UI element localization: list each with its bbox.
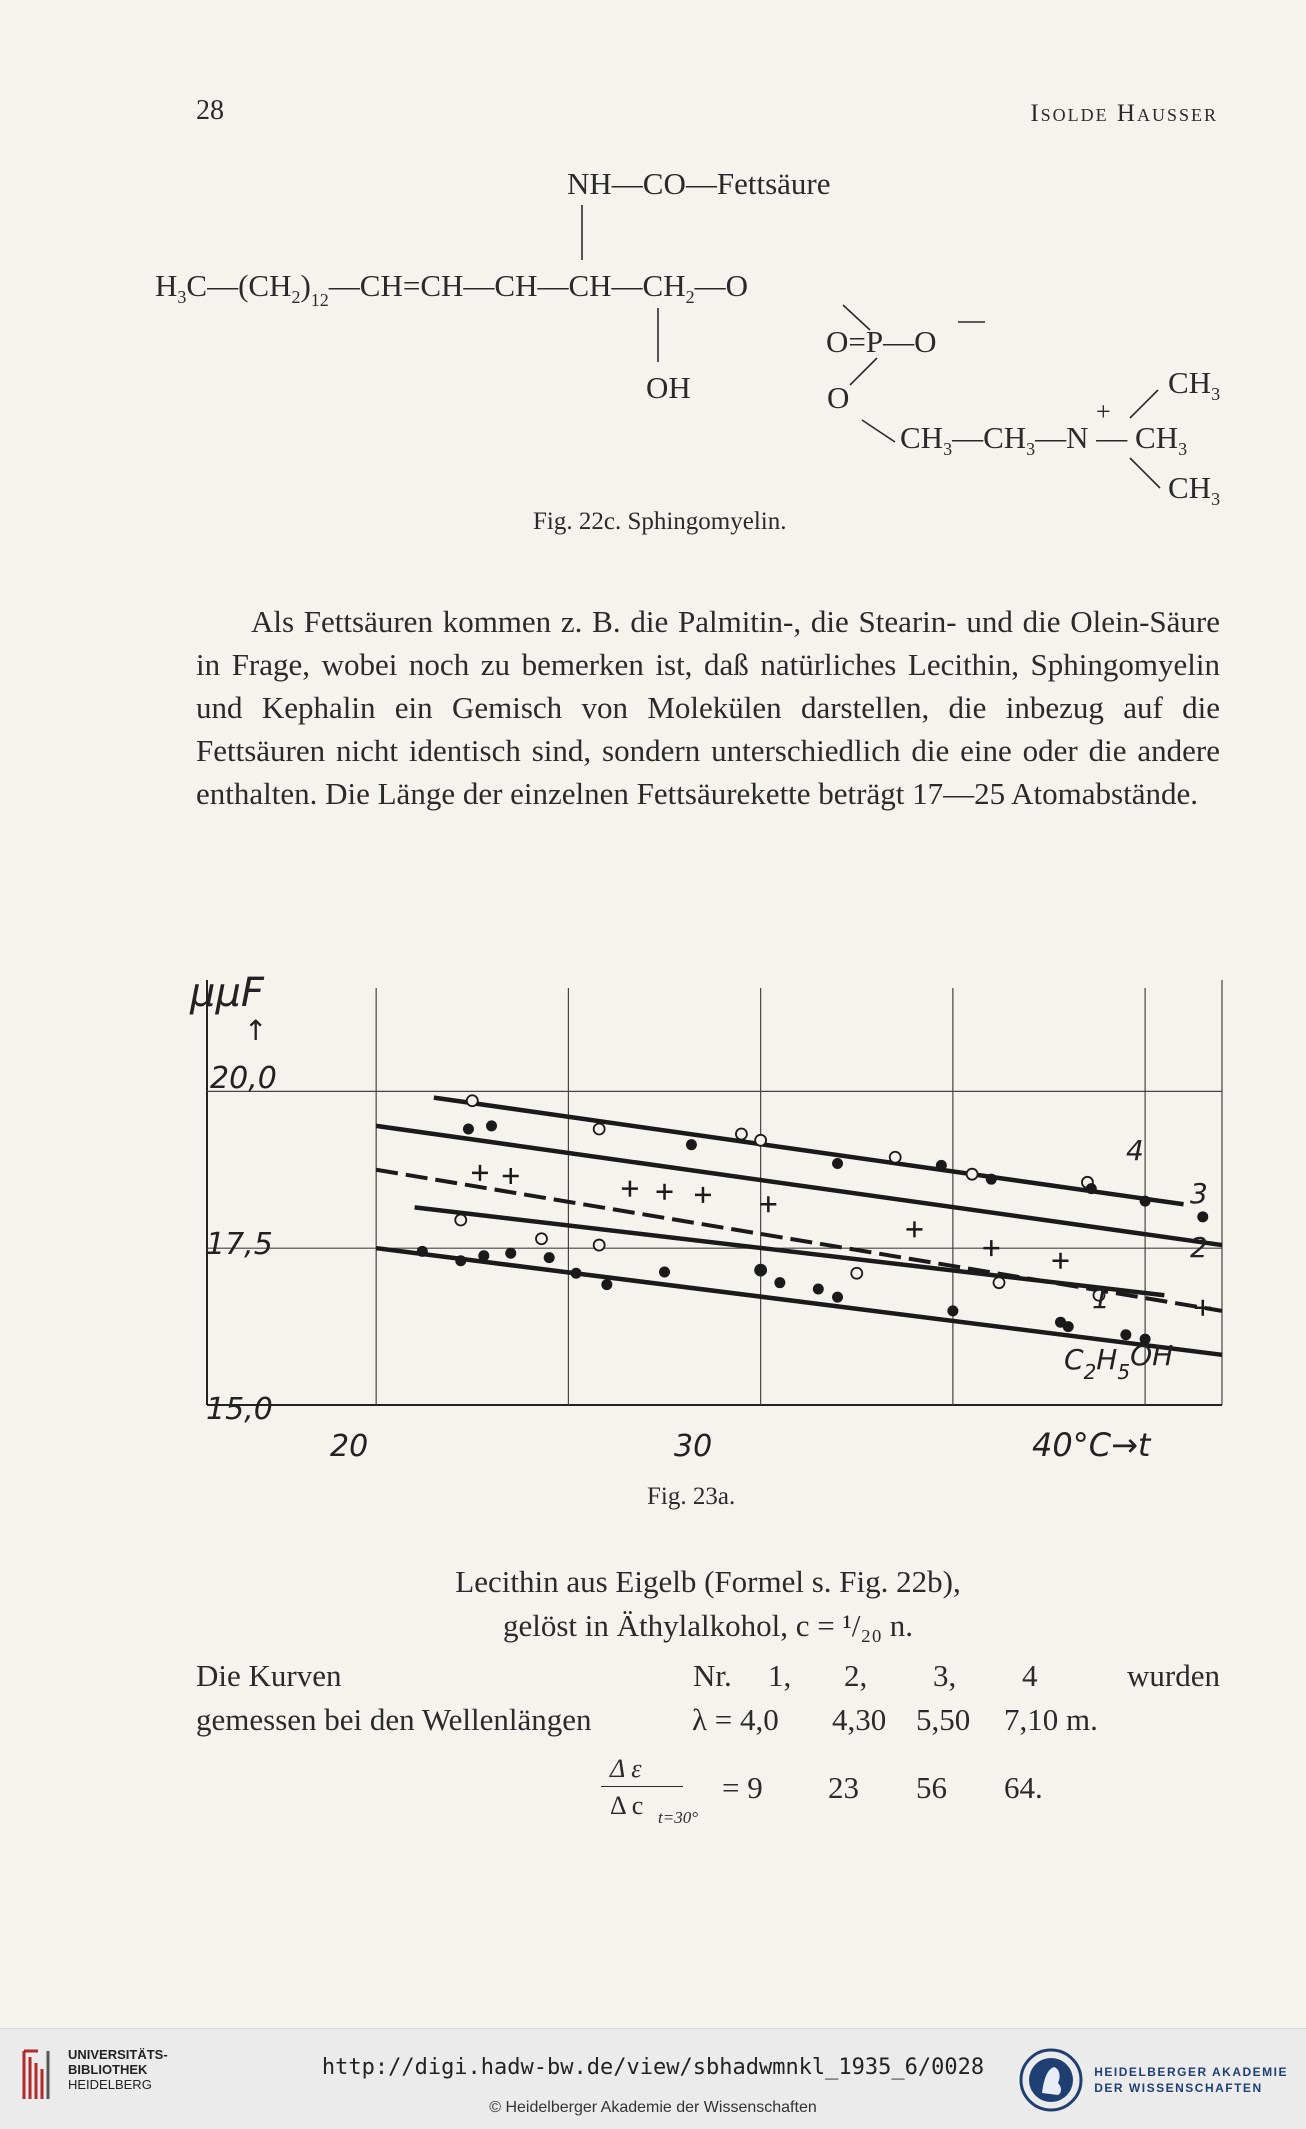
data-point-open: [467, 1095, 478, 1106]
data-point-filled: [774, 1277, 785, 1288]
data-point-plus: [906, 1221, 922, 1237]
y-tick-175: 17,5: [206, 1227, 273, 1262]
legend-ratio-2: 23: [828, 1770, 859, 1805]
y-tick-15: 15,0: [206, 1392, 273, 1427]
legend-line-2: gelöst in Äthylalkohol, c = ¹/₂₀ n.: [502, 1608, 914, 1643]
data-point-plus: [472, 1165, 488, 1181]
sphingomyelin-formula: [0, 0, 1306, 560]
formula-oh: OH: [646, 370, 691, 405]
legend-kurven: Die Kurven: [196, 1658, 342, 1693]
legend-frac-bar: [601, 1786, 683, 1787]
data-point-filled: [486, 1120, 497, 1131]
data-point-filled: [686, 1139, 697, 1150]
data-point-open: [536, 1233, 547, 1244]
formula-chain: $H_3C—(CH_2)_{12}—CH=CH—CH—CH—CH_2—O$: [155, 268, 748, 310]
legend-frac-numerator: Δ ε: [610, 1754, 642, 1783]
legend-frac-denominator: Δ c: [610, 1791, 644, 1820]
data-point-open: [890, 1152, 901, 1163]
running-head-author: Isolde Hausser: [1030, 100, 1218, 127]
data-point-filled: [463, 1124, 474, 1135]
data-point-open: [994, 1277, 1005, 1288]
formula-top-group: NH—CO—Fettsäure: [567, 166, 831, 201]
legend-frac-sub: t=30°: [658, 1808, 698, 1827]
data-point-open: [594, 1124, 605, 1135]
data-point-filled: [1063, 1321, 1074, 1332]
chart-lines: [376, 1098, 1222, 1355]
data-point-filled: [478, 1250, 489, 1261]
data-point-plus: [622, 1181, 638, 1197]
legend-ratio-1: = 9: [722, 1770, 763, 1805]
data-point-open: [967, 1169, 978, 1180]
academy-name: HEIDELBERGER AKADEMIE DER WISSENSCHAFTEN: [1094, 2065, 1288, 2095]
x-tick-20: 20: [330, 1429, 369, 1464]
data-point-filled: [455, 1255, 466, 1266]
legend-lambda: λ = 4,0: [692, 1702, 779, 1737]
data-point-filled: [659, 1267, 670, 1278]
legend-curve-2: 2,: [844, 1658, 868, 1693]
data-point-plus: [1195, 1300, 1211, 1316]
data-point-filled: [505, 1248, 516, 1259]
fig22c-caption: Fig. 22c. Sphingomyelin.: [533, 508, 787, 535]
data-point-filled: [832, 1292, 843, 1303]
paragraph-text: Als Fettsäuren kommen z. B. die Palmitin-, die Stearin- und die Olein-Säure in Frage, wobei noch zu bemerken ist, daß natürliches Lecithin, Sphingomyelin und Kephalin ein Gemisch von Molekülen darstellen, die inbezug auf die Fettsäuren nicht identisch sind, sondern unterschiedlich die eine oder die andere enthalten. Die Länge der einzelnen Fettsäurekette beträgt 17—25 Atomabstände.: [196, 604, 1220, 811]
data-point-open: [455, 1214, 466, 1225]
data-point-filled: [571, 1268, 582, 1279]
data-point-filled: [813, 1283, 824, 1294]
legend-ratio-3: 56: [916, 1770, 947, 1805]
permalink-url[interactable]: http://digi.hadw-bw.de/view/sbhadwmnkl_1935_6/0028: [321, 2055, 985, 2080]
data-point-filled: [417, 1246, 428, 1257]
data-point-filled: [986, 1174, 997, 1185]
formula-plus: +: [1096, 397, 1111, 426]
legend-curve-4: 4: [1022, 1658, 1038, 1693]
legend-curve-3: 3,: [933, 1658, 957, 1693]
data-point-filled: [1197, 1211, 1208, 1222]
data-point-filled: [947, 1305, 958, 1316]
data-point-plus: [657, 1184, 673, 1200]
legend-wellenlaengen: gemessen bei den Wellenlängen: [196, 1702, 592, 1737]
formula-phosphate: O=P—O: [826, 324, 937, 359]
data-point-plus: [1053, 1253, 1069, 1269]
series-label-2: 2: [1190, 1231, 1208, 1264]
y-tick-20: 20,0: [210, 1061, 277, 1096]
data-point-plus: [503, 1168, 519, 1184]
legend-table: [196, 1658, 1220, 1827]
formula-ch3-bot: $CH_3$: [1168, 470, 1221, 509]
legend-nr: Nr.: [693, 1658, 732, 1693]
page-number: 28: [196, 95, 224, 126]
legend-line-1: Lecithin aus Eigelb (Formel s. Fig. 22b),: [455, 1564, 961, 1599]
legend-ratio-4: 64.: [1004, 1770, 1043, 1805]
data-point-filled: [755, 1265, 766, 1276]
copyright-notice: © Heidelberger Akademie der Wissenschaften: [489, 2099, 817, 2116]
data-point-plus: [695, 1187, 711, 1203]
data-point-filled: [1140, 1196, 1151, 1207]
body-paragraph: [196, 600, 1220, 815]
academy-logo[interactable]: [1018, 2047, 1288, 2113]
data-point-filled: [936, 1160, 947, 1171]
y-unit-label: μμF: [190, 970, 264, 1016]
data-point-open: [736, 1129, 747, 1140]
viewer-footer: [0, 2028, 1306, 2129]
series-label-4: 4: [1126, 1134, 1144, 1167]
x-tick-30: 30: [674, 1429, 713, 1464]
data-point-filled: [832, 1158, 843, 1169]
series-label-3: 3: [1190, 1177, 1208, 1210]
series-label-1: 1: [1092, 1282, 1110, 1315]
series-label-alcohol: $C_2H_5OH$: [1064, 1339, 1174, 1384]
data-point-filled: [544, 1252, 555, 1263]
legend-lambda-2: 4,30: [832, 1702, 887, 1737]
data-point-filled: [1086, 1183, 1097, 1194]
library-name: UNIVERSITÄTS- BIBLIOTHEK HEIDELBERG: [68, 2047, 168, 2092]
formula-n-chain: $CH_3—CH_3—N$ — $CH_3$: [900, 420, 1188, 459]
figure-legend: [196, 1560, 1220, 1648]
legend-wurden: wurden: [1127, 1658, 1220, 1693]
data-point-plus: [983, 1240, 999, 1256]
y-axis-arrow: ↑: [244, 1014, 268, 1047]
x-tick-40-axis-label: 40°C→t: [1032, 1426, 1151, 1464]
formula-o-lower: O: [827, 380, 850, 415]
data-point-plus: [760, 1196, 776, 1212]
data-point-open: [851, 1268, 862, 1279]
legend-curve-1: 1,: [768, 1658, 792, 1693]
fig23a-caption: Fig. 23a.: [647, 1483, 736, 1510]
academy-seal-icon: [1018, 2047, 1084, 2113]
legend-lambda-3: 5,50: [916, 1702, 971, 1737]
fig23a-chart: [180, 960, 1240, 1470]
data-point-open: [594, 1240, 605, 1251]
formula-ch3-top: $CH_3$: [1168, 365, 1221, 404]
chart-grid: [207, 980, 1222, 1405]
data-point-open: [755, 1135, 766, 1146]
legend-lambda-4: 7,10 m.: [1004, 1702, 1098, 1737]
data-point-filled: [601, 1279, 612, 1290]
